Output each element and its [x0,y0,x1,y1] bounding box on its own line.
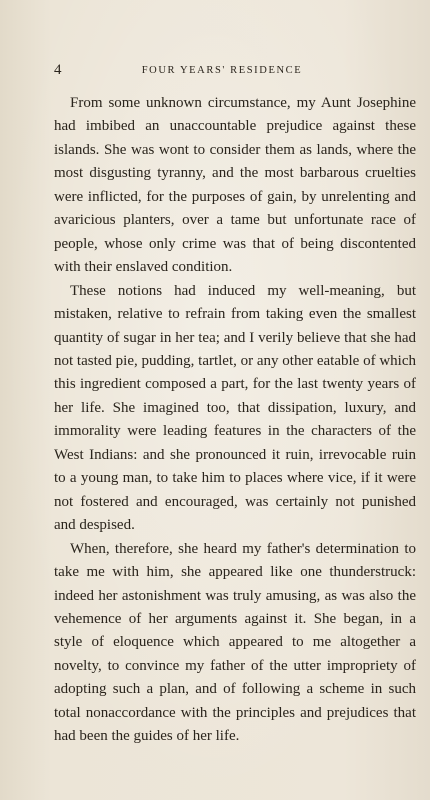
paragraph-1: From some unknown circumstance, my Aunt Josephine had imbibed an unaccountable prejudice against these islands. She was wont to consider them as lands, where the most disgusting tyranny, and the most barbarous cruelties were inflicted, for the purposes of gain, by unrelenting and avaricious planters, over a tame but unfortunate race of people, whose only crime was that of being discontented with their enslaved condition. [54,95,416,276]
paragraph-2: These notions had induced my well-meaning, but mistaken, relative to refrain from taking even the smallest quantity of sugar in her tea; and I verily believe that she had not tasted pie, pudding, tartlet, or any other eatable of which this ingredient composed a part, for the last twenty years of her life. She imagined too, that dissipation, luxury, and immorality were leading features in the characters of the West Indians: and she pronounced it ruin, irrevocable ruin to a young man, to take him to places where vice, if it were not fostered and encouraged, was certainly not punished and despised. [54,282,416,534]
body-text [54,92,416,749]
paragraph-3: When, therefore, she heard my father's determination to take me with him, she appeared like one thunderstruck: indeed her astonishment was truly amusing, as was also the vehemence of her arguments against it. She began, in a style of eloquence which appeared to me altogether a novelty, to convince my father of the utter impropriety of adopting such a plan, and of following a scheme in such total nonaccordance with the principles and prejudices that had been the guides of her life. [54,540,416,745]
page-header [54,62,390,82]
running-head: FOUR YEARS' RESIDENCE [141,65,303,76]
page-number: 4 [54,62,62,78]
